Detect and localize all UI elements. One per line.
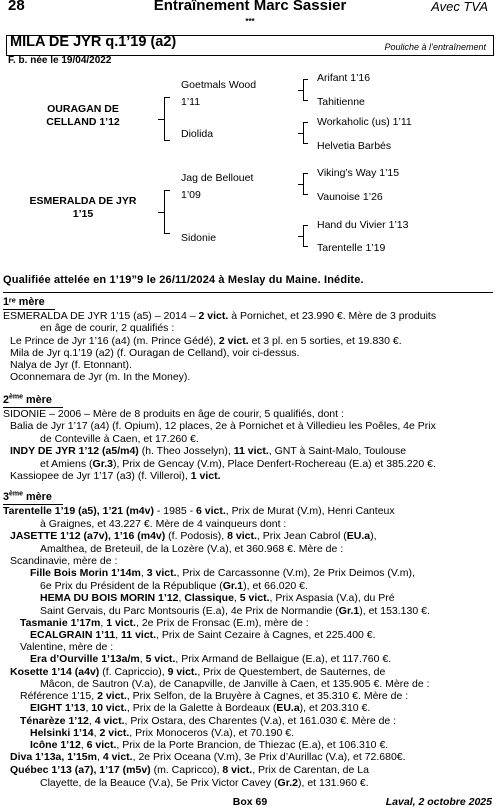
pedigree-brace-tick bbox=[164, 140, 170, 141]
text-segment: Scandinavie, mère de : bbox=[10, 555, 118, 567]
pedigree-brace-tick bbox=[303, 122, 308, 123]
text-line bbox=[3, 408, 344, 420]
text-line bbox=[40, 605, 430, 617]
section-first-dam: 1ʳᵉ mère bbox=[3, 296, 45, 308]
pedigree-brace-tick bbox=[303, 79, 308, 80]
text-segment: Tasmanie 1’17m bbox=[20, 617, 101, 629]
text-line bbox=[10, 420, 436, 432]
text-segment: (h. Theo Josselyn), bbox=[138, 445, 234, 457]
text-line bbox=[10, 751, 406, 763]
text-line bbox=[30, 739, 388, 751]
text-segment: ), et 66.020 €. bbox=[243, 580, 308, 592]
pedigree-brace bbox=[303, 79, 304, 101]
text-segment: - 1985 - bbox=[153, 505, 196, 517]
text-segment: , Prix de Carentan, de La bbox=[252, 764, 369, 776]
text-segment: Gr.1 bbox=[338, 605, 360, 617]
text-segment: 11 vict. bbox=[121, 629, 157, 641]
text-segment: , bbox=[115, 629, 122, 641]
pedigree-brace-tick bbox=[303, 143, 308, 144]
text-segment: 4 vict. bbox=[102, 751, 133, 763]
text-segment: ), bbox=[370, 530, 377, 542]
pedigree-brace bbox=[164, 190, 165, 234]
pedigree-grandparent: Goetmals Wood 1’11 bbox=[181, 79, 257, 108]
page-number: 28 bbox=[8, 0, 25, 14]
text-line bbox=[40, 322, 174, 334]
text-segment: Kassiopee de Jyr 1’17 (a3) (f. Villeroi), bbox=[10, 470, 191, 482]
text-segment: EU.a bbox=[276, 702, 300, 714]
pedigree-grandparent: Sidonie bbox=[181, 232, 217, 244]
text-segment: Amalthea, de Breteuil, de la Lozère (V.a), et 360.968 €. Mère de : bbox=[40, 543, 344, 555]
text-segment: ), Prix de Gencay (V.m), Place Denfert-Rochereau (E.a) et 385.220 €. bbox=[112, 458, 436, 470]
text-line bbox=[10, 470, 221, 482]
text-segment: (f. Podosis), bbox=[165, 530, 228, 542]
text-segment: en âge de courir, 2 qualifiés : bbox=[40, 322, 175, 334]
text-segment: Tarentelle 1’19 (a5), 1’21 (m4v) bbox=[3, 505, 154, 517]
pedigree-brace-tick bbox=[164, 190, 170, 191]
pedigree-brace-tick bbox=[303, 225, 308, 226]
pedigree-brace-tick bbox=[164, 97, 170, 98]
text-segment: Gr.1 bbox=[222, 580, 244, 592]
horse-name: MILA DE JYR q.1’19 (a2) bbox=[10, 34, 177, 50]
divider bbox=[3, 292, 493, 293]
text-segment: , Prix Selfon, de la Bruyère à Cagnes, et 35.310 €. Mère de : bbox=[126, 690, 409, 702]
text-segment: , bbox=[85, 702, 92, 714]
section-third-dam: 3ème mère bbox=[3, 490, 52, 503]
horse-status: Pouliche à l’entraînement bbox=[384, 42, 486, 52]
text-segment: 6 vict. bbox=[196, 505, 226, 517]
pedigree-brace-tick bbox=[158, 119, 164, 120]
text-segment: , Prix de Murat (V.m), Henri Canteux bbox=[225, 505, 395, 517]
text-segment: 9 vict. bbox=[167, 666, 198, 678]
pedigree-brace-tick bbox=[303, 246, 308, 247]
text-segment: , bbox=[93, 727, 100, 739]
pedigree-great-grandparent: Helvetia Barbés bbox=[317, 140, 392, 152]
text-segment: , Prix de Carcassonne (V.m), 2e Prix Deimos (V.m), bbox=[176, 567, 415, 579]
text-line bbox=[10, 347, 299, 359]
pedigree-great-grandparent: Workaholic (us) 1’11 bbox=[317, 116, 412, 128]
text-segment: à Graignes, et 43.227 €. Mère de 4 vainqueurs dont : bbox=[40, 518, 287, 530]
text-segment: , bbox=[178, 592, 185, 604]
text-segment: Mila de Jyr q.1’19 (a2) (f. Ouragan de Celland), voir ci-dessus. bbox=[10, 347, 300, 359]
text-segment: 2 vict. bbox=[218, 335, 249, 347]
text-segment: , 2e Prix Oceana (V.m), 3e Prix d’Aurillac (V.a), et 72.680€. bbox=[132, 751, 406, 763]
pedigree-grandparent: Diolida bbox=[181, 128, 214, 140]
text-segment: 2 vict. bbox=[97, 690, 127, 702]
text-segment: 11 vict. bbox=[233, 445, 269, 457]
text-segment: , Prix de Questembert, de Sauternes, de bbox=[197, 666, 386, 678]
text-segment: 10 vict. bbox=[91, 702, 127, 714]
text-segment: , bbox=[100, 617, 107, 629]
text-segment: 8 vict. bbox=[227, 530, 257, 542]
text-segment: ), et 203.310 €. bbox=[299, 702, 371, 714]
text-segment: SIDONIE – 2006 – Mère de 8 produits en âge de courir, 5 qualifiés, dont : bbox=[3, 408, 344, 420]
pedigree-brace-tick bbox=[298, 90, 303, 91]
text-segment: ), et 153.130 €. bbox=[359, 605, 430, 617]
qualification-note: Qualifiée attelée en 1’19”9 le 26/11/2024 à Meslay du Maine. Inédite. bbox=[3, 274, 364, 286]
text-segment: (f. Capriccio), bbox=[99, 666, 168, 678]
text-segment: Le Prince de Jyr 1’16 (a4) (m. Prince Gédé), bbox=[10, 335, 219, 347]
text-line bbox=[40, 433, 199, 445]
text-segment: Québec 1’13 (a7), 1’17 (m5v) bbox=[10, 764, 151, 776]
pedigree-grandparent: Jag de Bellouet 1’09 bbox=[181, 172, 254, 201]
text-line bbox=[3, 505, 395, 517]
pedigree-brace-tick bbox=[298, 133, 303, 134]
text-segment: Gr.2 bbox=[277, 777, 298, 789]
text-segment: Valentine, mère de : bbox=[20, 641, 114, 653]
text-line bbox=[20, 690, 408, 702]
text-line bbox=[10, 555, 117, 567]
text-segment: , bbox=[96, 751, 103, 763]
pedigree-brace bbox=[164, 97, 165, 141]
text-line bbox=[30, 653, 391, 665]
text-segment: 5 vict. bbox=[239, 592, 270, 604]
text-segment: Gr.3 bbox=[92, 458, 113, 470]
pedigree-great-grandparent: Vaunoise 1’26 bbox=[317, 191, 383, 203]
pedigree-brace-tick bbox=[303, 100, 308, 101]
text-segment: , bbox=[140, 567, 147, 579]
pedigree-brace-tick bbox=[303, 173, 308, 174]
text-line bbox=[40, 592, 395, 604]
pedigree-brace-tick bbox=[298, 184, 303, 185]
text-segment: (m. Capricco), bbox=[150, 764, 223, 776]
text-line bbox=[10, 371, 190, 383]
text-segment: 2 vict. bbox=[198, 310, 229, 322]
text-segment: EIGHT 1’13 bbox=[30, 702, 86, 714]
text-line bbox=[3, 310, 436, 322]
text-line bbox=[40, 543, 343, 555]
text-line bbox=[20, 715, 396, 727]
text-segment: , bbox=[233, 592, 240, 604]
text-line bbox=[10, 764, 369, 776]
text-segment: EU.a bbox=[346, 530, 371, 542]
text-segment: ECALGRAIN 1’11 bbox=[30, 629, 116, 641]
text-segment: et 3 pl. en 5 sorties, et 19.830 €. bbox=[248, 335, 402, 347]
pedigree-great-grandparent: Arifant 1’16 bbox=[317, 72, 371, 84]
tax-note: Avec TVA bbox=[431, 0, 488, 14]
text-segment: 6e Prix du Président de la République ( bbox=[40, 580, 223, 592]
text-segment: Icône 1’12 bbox=[30, 739, 81, 751]
text-segment: 2 vict. bbox=[99, 727, 130, 739]
pedigree-brace bbox=[303, 122, 304, 144]
text-line bbox=[10, 666, 385, 678]
text-segment: 1 vict. bbox=[190, 470, 221, 482]
text-segment: ESMERALDA DE JYR 1’15 (a5) – 2014 – bbox=[3, 310, 199, 322]
text-segment: et Amiens ( bbox=[40, 458, 93, 470]
text-segment: Diva 1’13a, 1’15m bbox=[10, 751, 97, 763]
text-segment: , Prix Armand de Bellaigue (E.a), et 117.760 €. bbox=[175, 653, 392, 665]
text-segment: 4 vict. bbox=[94, 715, 125, 727]
pedigree-brace bbox=[303, 173, 304, 195]
text-segment: INDY DE JYR 1’12 (a5/m4) bbox=[10, 445, 139, 457]
text-segment: Classique bbox=[184, 592, 234, 604]
pedigree-great-grandparent: Viking’s Way 1’15 bbox=[317, 167, 400, 179]
footer-box: Box 69 bbox=[232, 796, 268, 808]
text-segment: , bbox=[88, 715, 95, 727]
text-segment: , GNT à Saint-Malo, Toulouse bbox=[268, 445, 407, 457]
pedigree-brace-tick bbox=[158, 212, 164, 213]
section-second-dam: 2ème mère bbox=[3, 393, 52, 406]
text-segment: , bbox=[139, 653, 146, 665]
text-segment: Ténarèze 1’12 bbox=[20, 715, 89, 727]
text-line bbox=[30, 567, 415, 579]
text-segment: , Prix Monoceros (V.a), et 70.190 €. bbox=[129, 727, 295, 739]
text-segment: Era d’Ourville 1’13a/m bbox=[30, 653, 140, 665]
text-segment: 1 vict. bbox=[106, 617, 136, 629]
text-line bbox=[30, 702, 370, 714]
text-line bbox=[10, 445, 406, 457]
text-segment: , Prix Aspasia (V.a), du Pré bbox=[269, 592, 395, 604]
text-segment: Oconnemara de Jyr (m. In the Money). bbox=[10, 371, 191, 383]
pedigree-great-grandparent: Hand du Vivier 1’13 bbox=[317, 219, 409, 231]
text-line bbox=[20, 641, 113, 653]
text-line bbox=[40, 678, 430, 690]
pedigree-brace-tick bbox=[303, 194, 308, 195]
text-line bbox=[20, 617, 309, 629]
text-segment: Helsinki 1’14 bbox=[30, 727, 94, 739]
text-segment: Référence 1’15, bbox=[20, 690, 98, 702]
text-segment: HEMA DU BOIS MORIN 1’12 bbox=[40, 592, 179, 604]
text-line bbox=[30, 727, 294, 739]
text-segment: ), et 131.960 €. bbox=[297, 777, 369, 789]
text-segment: , Prix Jean Cabrol ( bbox=[256, 530, 347, 542]
text-line bbox=[10, 530, 377, 542]
page-title: Entraînement Marc Sassier bbox=[153, 0, 347, 14]
text-line bbox=[40, 777, 369, 789]
pedigree-dam: ESMERALDA DE JYR 1’15 bbox=[29, 195, 137, 220]
text-line bbox=[40, 518, 286, 530]
text-segment: , Prix de la Galette à Bordeaux ( bbox=[126, 702, 277, 714]
text-segment: , bbox=[80, 739, 87, 751]
text-line bbox=[30, 629, 376, 641]
footer-place-date: Laval, 2 octobre 2025 bbox=[385, 796, 492, 808]
text-segment: Kosette 1’14 (a4v) bbox=[10, 666, 100, 678]
text-line bbox=[10, 359, 132, 371]
text-line bbox=[10, 335, 402, 347]
text-segment: Clayette, de la Beauce (V.a), 5e Prix Victor Cavey ( bbox=[40, 777, 278, 789]
text-segment: 5 vict. bbox=[145, 653, 176, 665]
text-segment: , 2e Prix de Fronsac (E.m), mère de : bbox=[135, 617, 309, 629]
text-line bbox=[40, 580, 308, 592]
text-segment: , Prix de la Porte Brancion, de Thiezac (E.a), et 106.310 €. bbox=[116, 739, 389, 751]
pedigree-great-grandparent: Tarentelle 1’19 bbox=[317, 242, 386, 254]
header-stars: *** bbox=[245, 17, 255, 26]
text-segment: 8 vict. bbox=[222, 764, 253, 776]
pedigree-great-grandparent: Tahitienne bbox=[317, 96, 365, 108]
pedigree-brace bbox=[303, 225, 304, 247]
text-segment: , Prix Ostara, des Charentes (V.a), et 161.030 €. Mère de : bbox=[124, 715, 397, 727]
text-segment: Balia de Jyr 1’17 (a4) (f. Opium), 12 places, 2e à Pornichet et à Villedieu les Poêles, 4e Prix bbox=[10, 420, 436, 432]
pedigree-sire: OURAGAN DE CELLAND 1’12 bbox=[46, 103, 120, 128]
pedigree-brace-tick bbox=[298, 236, 303, 237]
text-segment: , Prix de Saint Cezaire à Cagnes, et 225.400 €. bbox=[156, 629, 376, 641]
text-segment: Saint Gervais, du Parc Montsouris (E.a), 4e Prix de Normandie ( bbox=[40, 605, 339, 617]
text-line bbox=[40, 458, 436, 470]
text-segment: Fille Bois Morin 1’14m bbox=[30, 567, 141, 579]
horse-birth: F. b. née le 19/04/2022 bbox=[8, 55, 112, 66]
text-segment: 3 vict. bbox=[146, 567, 177, 579]
text-segment: de Conteville à Caen, et 17.260 €. bbox=[40, 433, 199, 445]
text-segment: JASETTE 1’12 (a7v), 1’16 (m4v) bbox=[10, 530, 166, 542]
text-segment: Nalya de Jyr (f. Etonnant). bbox=[10, 359, 132, 371]
text-segment: à Pornichet, et 23.990 €. Mère de 3 produits bbox=[228, 310, 437, 322]
text-segment: 6 vict. bbox=[86, 739, 117, 751]
pedigree-brace-tick bbox=[164, 233, 170, 234]
text-segment: Mâcon, de Sautron (V.a), de Canapville, de Janville à Caen, et 135.905 €. Mère de : bbox=[40, 678, 430, 690]
